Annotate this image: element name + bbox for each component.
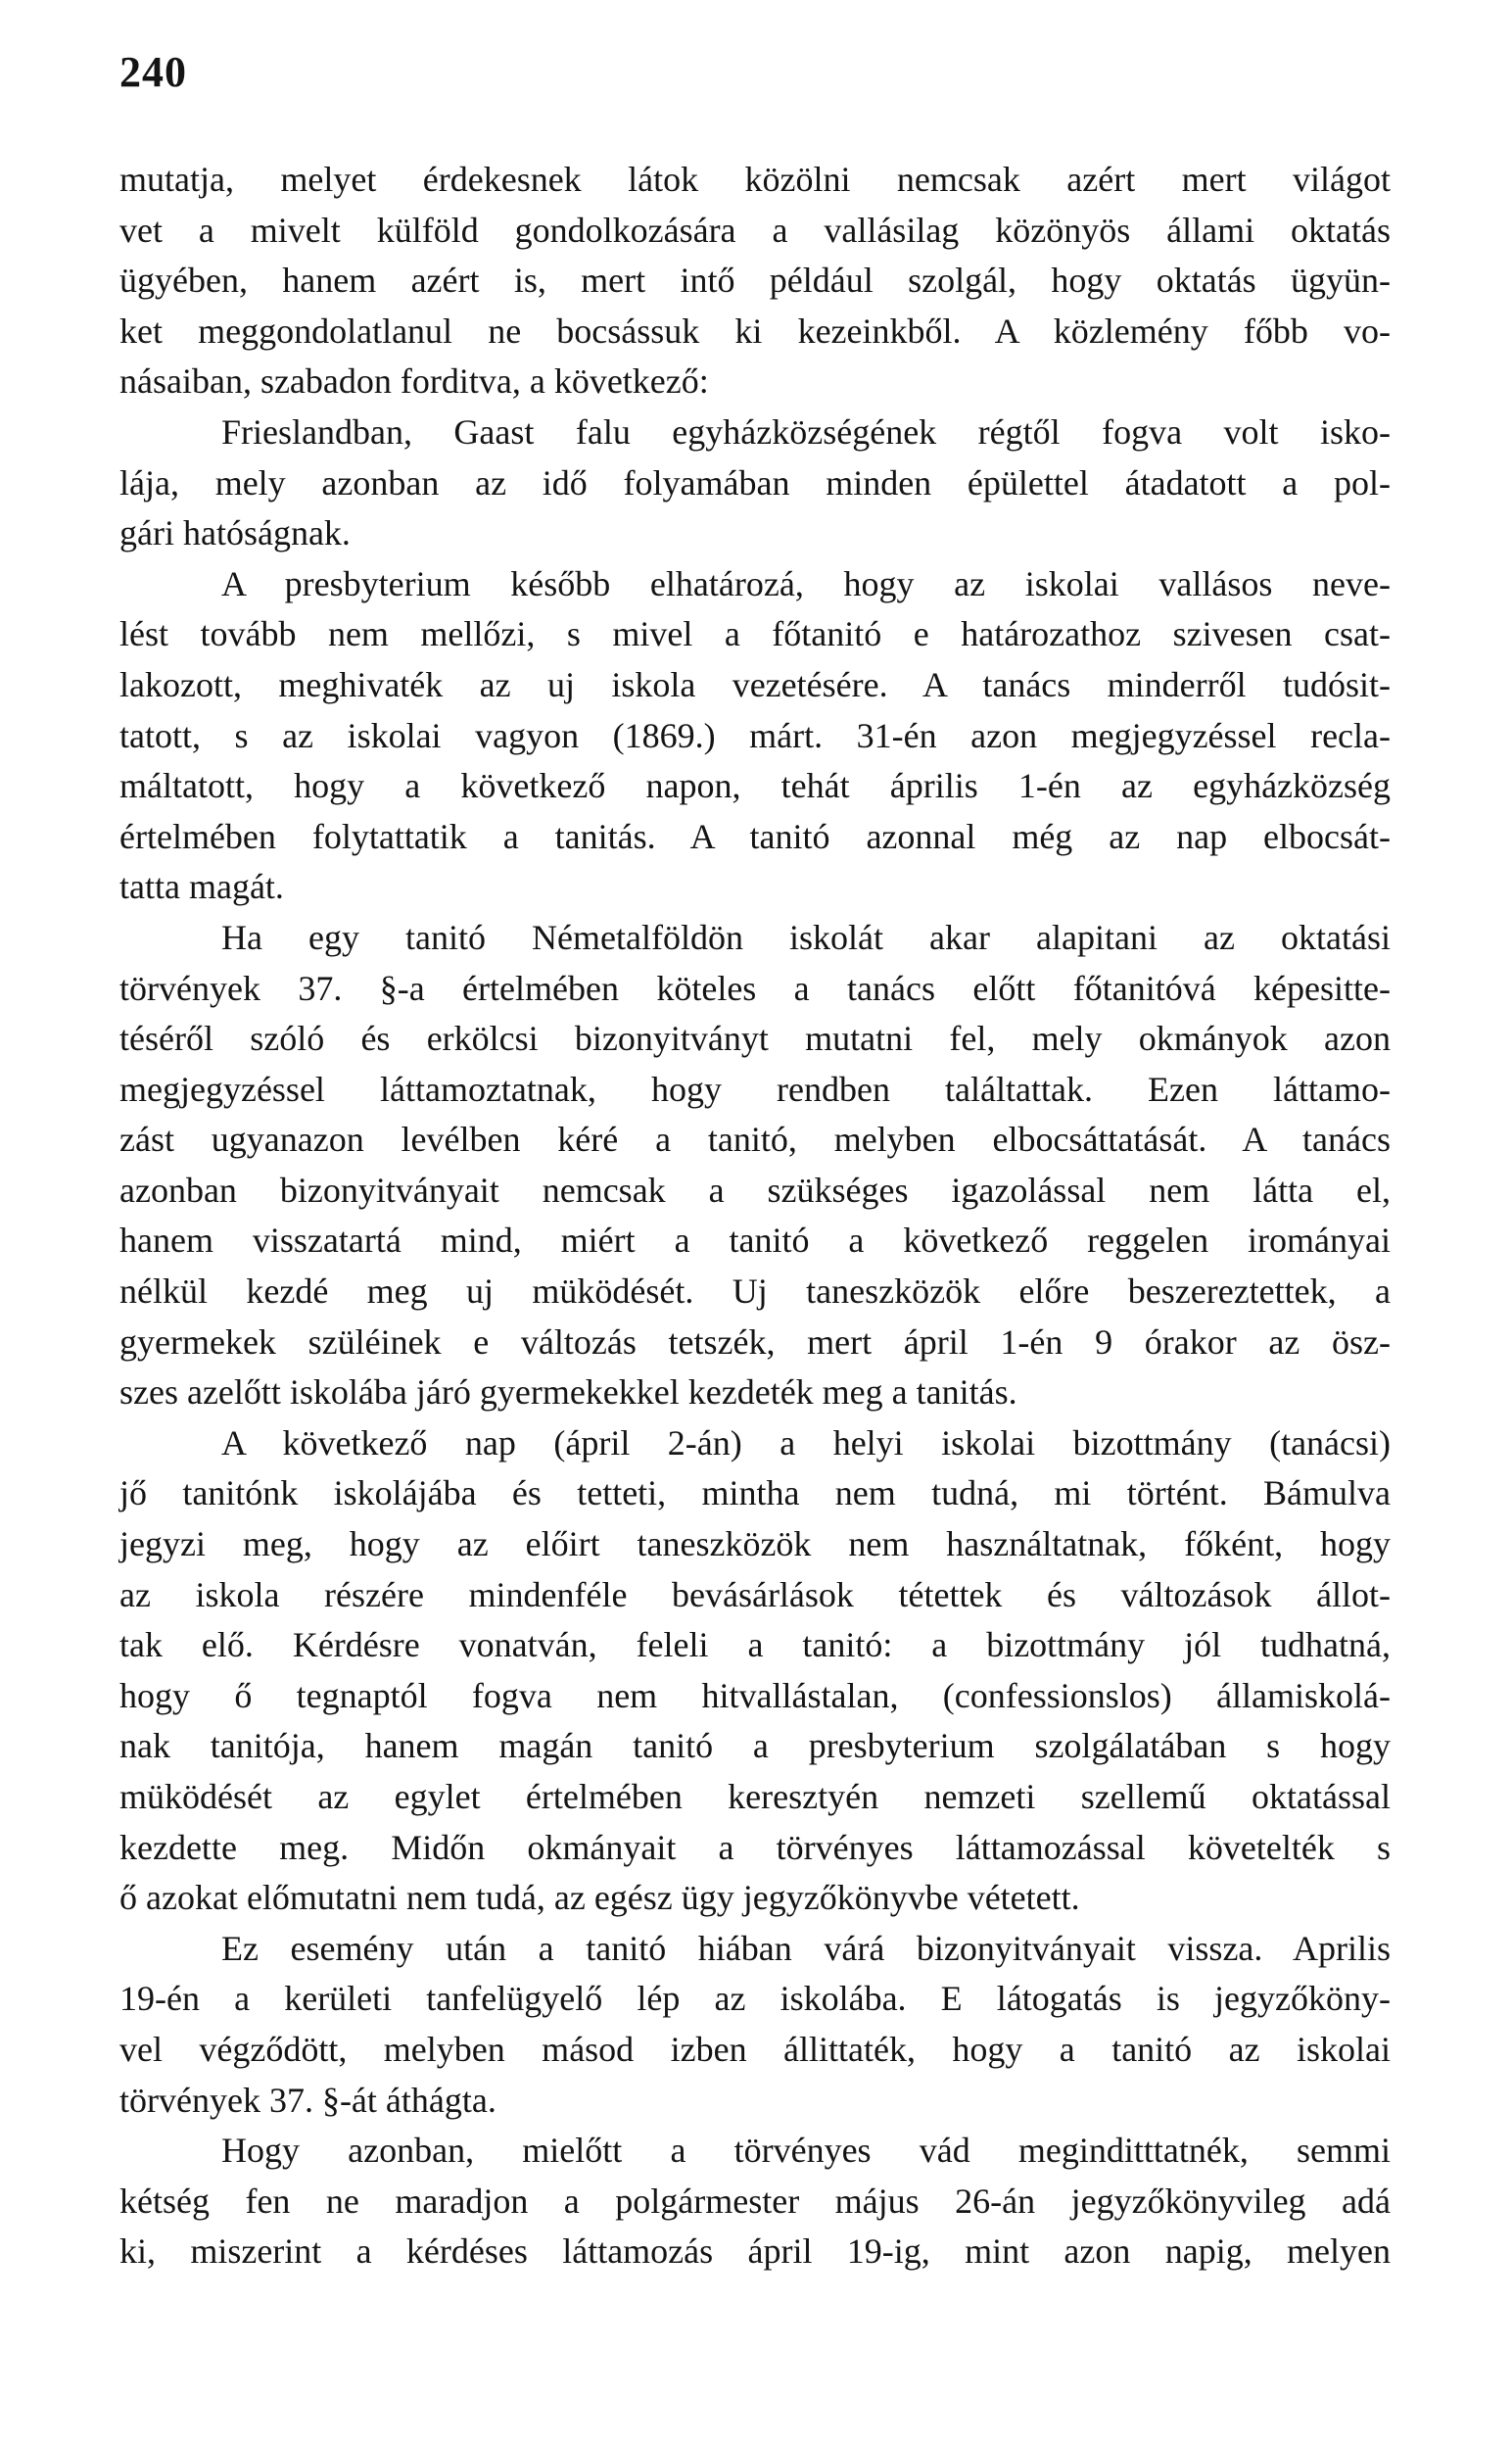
- text-line: lést tovább nem mellőzi, s mivel a főtanitó e határozathoz szivesen csat-: [119, 614, 1391, 654]
- text-line: lakozott, meghivaték az uj iskola vezetésére. A tanács minderről tudósit-: [119, 664, 1391, 704]
- text-line: zást ugyanazon levélben kéré a tanitó, melyben elbocsáttatását. A tanács: [119, 1120, 1391, 1160]
- text-line: gyermekek szüléinek e változás tetszék, mert ápril 1-én 9 órakor az ösz-: [119, 1321, 1391, 1362]
- text-line: ket meggondolatlanul ne bocsássuk ki kezeinkből. A közlemény főbb vo-: [119, 311, 1391, 351]
- text-line: nak tanitója, hanem magán tanitó a presbyterium szolgálatában s hogy: [119, 1726, 1391, 1766]
- text-line: jő tanitónk iskolájába és tetteti, mintha nem tudná, mi történt. Bámulva: [119, 1473, 1391, 1513]
- text-line: hogy ő tegnaptól fogva nem hitvallástalan, (confessionslos) államiskolá-: [119, 1675, 1391, 1715]
- text-line: téséről szóló és erkölcsi bizonyitványt mutatni fel, mely okmányok azon: [119, 1019, 1391, 1059]
- text-line: hanem visszatartá mind, miért a tanitó a következő reggelen irományai: [119, 1221, 1391, 1261]
- text-line: tatta magát.: [119, 867, 284, 907]
- text-line: mutatja, melyet érdekesnek látok közölni nemcsak azért mert világot: [119, 160, 1391, 199]
- text-line: megjegyzéssel láttamoztatnak, hogy rendben találtattak. Ezen láttamo-: [119, 1069, 1391, 1109]
- text-line: kétség fen ne maradjon a polgármester május 26-án jegyzőkönyvileg adá: [119, 2181, 1391, 2221]
- text-line: ő azokat előmutatni nem tudá, az egész ügy jegyzőkönyvbe vétetett.: [119, 1878, 1080, 1918]
- text-line: jegyzi meg, hogy az előirt taneszközök nem használtatnak, főként, hogy: [119, 1524, 1391, 1564]
- text-line: törvények 37. §-át áthágta.: [119, 2080, 496, 2120]
- text-line: vel végződött, melyben másod izben állittaték, hogy a tanitó az iskolai: [119, 2029, 1391, 2069]
- text-line: A következő nap (ápril 2-án) a helyi iskolai bizottmány (tanácsi): [221, 1422, 1391, 1463]
- text-line: az iskola részére mindenféle bevásárlások tétettek és változások állot-: [119, 1574, 1391, 1614]
- text-line: nélkül kezdé meg uj müködését. Uj taneszközök előre beszereztettek, a: [119, 1271, 1391, 1312]
- page-number: 240: [119, 48, 187, 96]
- text-line: kezdette meg. Midőn okmányait a törvényes láttamozással követelték s: [119, 1827, 1391, 1867]
- text-line: Frieslandban, Gaast falu egyházközségének régtől fogva volt isko-: [221, 411, 1391, 452]
- text-line: értelmében folytattatik a tanitás. A tanitó azonnal még az nap elbocsát-: [119, 816, 1391, 856]
- text-line: 19-én a kerületi tanfelügyelő lép az iskolába. E látogatás is jegyzőköny-: [119, 1979, 1391, 2019]
- text-line: ki, miszerint a kérdéses láttamozás ápril 19-ig, mint azon napig, melyen: [119, 2231, 1391, 2272]
- text-line: szes azelőtt iskolába járó gyermekekkel kezdeték meg a tanitás.: [119, 1372, 1017, 1413]
- text-line: törvények 37. §-a értelmében köteles a tanács előtt főtanitóvá képesitte-: [119, 968, 1391, 1008]
- text-line: máltatott, hogy a következő napon, tehát április 1-én az egyházközség: [119, 766, 1391, 806]
- text-line: gári hatóságnak.: [119, 513, 351, 553]
- body-text: [119, 155, 1391, 2278]
- text-line: násaiban, szabadon forditva, a következő:: [119, 361, 709, 402]
- text-line: ügyében, hanem azért is, mert intő például szolgál, hogy oktatás ügyün-: [119, 261, 1391, 301]
- text-line: tatott, s az iskolai vagyon (1869.) márt. 31-én azon megjegyzéssel recla-: [119, 715, 1391, 755]
- text-line: Ha egy tanitó Németalföldön iskolát akar alapitani az oktatási: [221, 917, 1391, 957]
- text-line: vet a mivelt külföld gondolkozására a vallásilag közönyös állami oktatás: [119, 210, 1391, 250]
- text-line: Ez esemény után a tanitó hiában várá bizonyitványait vissza. Aprilis: [221, 1928, 1391, 1968]
- text-line: A presbyterium később elhatározá, hogy az iskolai vallásos neve-: [221, 563, 1391, 603]
- text-line: müködését az egylet értelmében keresztyén nemzeti szellemű oktatással: [119, 1777, 1391, 1816]
- text-line: azonban bizonyitványait nemcsak a szükséges igazolással nem látta el,: [119, 1170, 1391, 1210]
- text-line: tak elő. Kérdésre vonatván, feleli a tanitó: a bizottmány jól tudhatná,: [119, 1625, 1391, 1665]
- text-line: lája, mely azonban az idő folyamában minden épülettel átadatott a pol-: [119, 462, 1391, 503]
- text-line: Hogy azonban, mielőtt a törvényes vád meginditttatnék, semmi: [221, 2131, 1391, 2171]
